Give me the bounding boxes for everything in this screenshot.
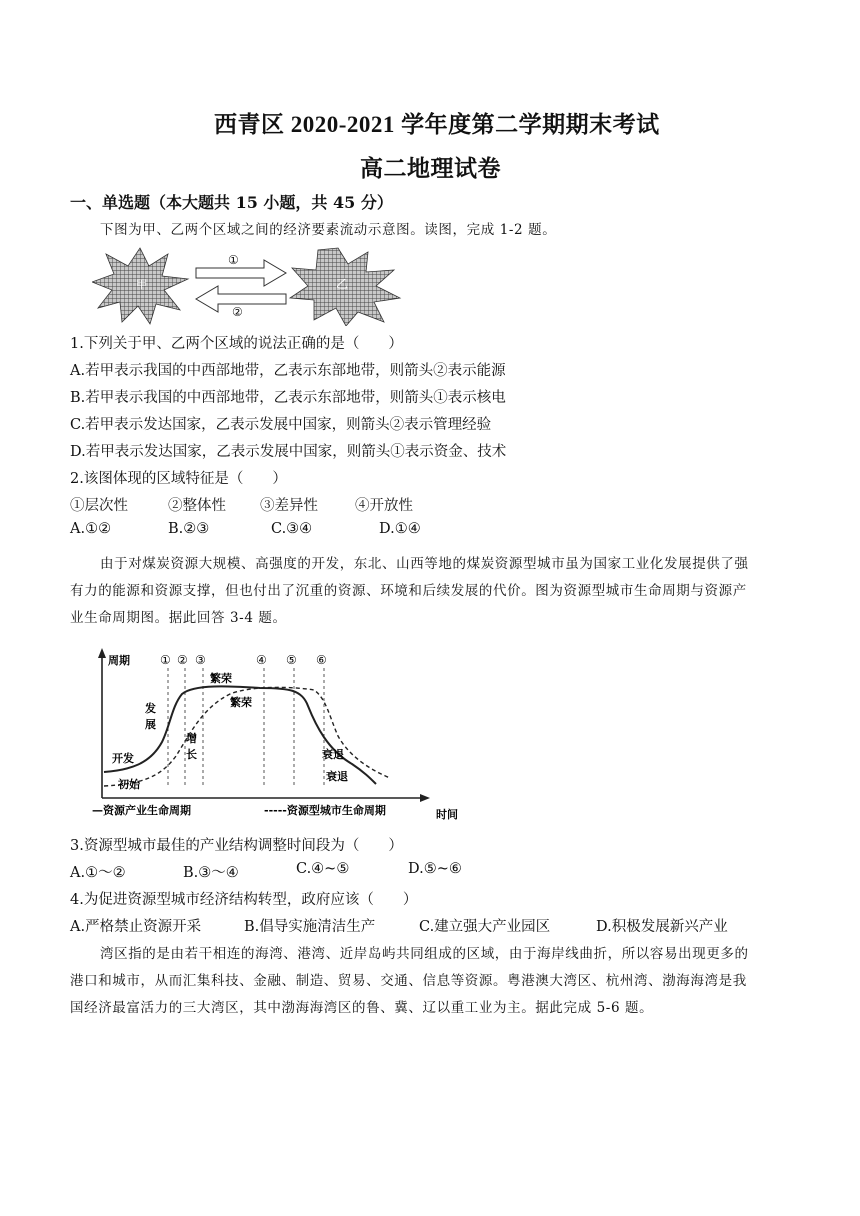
x-axis-arrow [420, 794, 430, 802]
marker-6: ⑥ [316, 653, 327, 667]
arrow-1 [196, 260, 286, 286]
stage-fanrong-2: 繁荣 [230, 696, 252, 709]
q3-option-c[interactable]: C.④~⑤ [296, 861, 350, 877]
x-axis-label: 时间 [436, 808, 458, 821]
stage-shuaitui-2: 衰退 [326, 770, 348, 783]
stage-zengzhang-1: 增 [186, 732, 197, 745]
q3-option-b[interactable]: B.③～④ [183, 865, 239, 881]
q2-option-a[interactable]: A.①② [70, 521, 112, 537]
stage-fanrong-1: 繁荣 [210, 672, 232, 685]
intro-paragraph-1: 下图为甲、乙两个区域之间的经济要素流动示意图。读图，完成 1-2 题。 [100, 222, 557, 238]
q4-option-b[interactable]: B.倡导实施清洁生产 [244, 919, 376, 935]
flow-diagram [92, 246, 410, 326]
region-jia-label: 甲 [136, 278, 147, 291]
intro-paragraph-3-line-2: 港口和城市，从而汇集科技、金融、制造、贸易、交通、信息等资源。粤港澳大湾区、杭州湾、渤海海湾是我 [70, 973, 747, 989]
q2-item-2: ②整体性 [168, 498, 226, 514]
marker-2: ② [177, 653, 188, 667]
q2-option-d[interactable]: D.①④ [379, 521, 421, 537]
q2-item-3: ③差异性 [260, 498, 318, 514]
intro-paragraph-2-line-2: 有力的能源和资源支撑，但也付出了沉重的资源、环境和后续发展的代价。图为资源型城市生命周期与资源产 [70, 583, 747, 599]
q1-option-b[interactable]: B.若甲表示我国的中西部地带，乙表示东部地带，则箭头①表示核电 [70, 390, 506, 406]
y-axis-label-1: 周期 [108, 654, 130, 667]
q1-option-a[interactable]: A.若甲表示我国的中西部地带，乙表示东部地带，则箭头②表示能源 [70, 363, 506, 379]
q2-option-b[interactable]: B.②③ [168, 521, 210, 537]
q2-stem: 2.该图体现的区域特征是（ ） [70, 471, 287, 487]
stage-chushi: 初始 [118, 778, 140, 791]
stage-zengzhang-2: 长 [186, 748, 197, 761]
q4-option-d[interactable]: D.积极发展新兴产业 [596, 919, 728, 935]
q3-option-a[interactable]: A.①～② [70, 865, 126, 881]
section-heading: 一、单选题（本大题共 15 小题，共 45 分） [70, 193, 393, 212]
legend-solid: —资源产业生命周期 [92, 804, 191, 817]
region-yi-label: 乙 [336, 277, 349, 291]
q4-stem: 4.为促进资源型城市经济结构转型，政府应该（ ） [70, 892, 418, 908]
stage-fazhan-1: 发 [145, 702, 156, 715]
intro-paragraph-3-line-1: 湾区指的是由若干相连的海湾、港湾、近岸岛屿共同组成的区域，由于海岸线曲折，所以容易出现更多的 [100, 946, 749, 962]
marker-4: ④ [256, 653, 267, 667]
arrow-2-label: ② [232, 305, 243, 319]
stage-fazhan-2: 展 [145, 718, 156, 731]
intro-paragraph-3-line-3: 国经济最富活力的三大湾区，其中渤海海湾区的鲁、冀、辽以重工业为主。据此完成 5-6 题。 [70, 1000, 654, 1016]
q3-stem: 3.资源型城市最佳的产业结构调整时间段为（ ） [70, 838, 403, 854]
exam-subtitle: 高二地理试卷 [360, 156, 501, 181]
q2-item-1: ①层次性 [70, 498, 128, 514]
intro-paragraph-2-line-3: 业生命周期图。据此回答 3-4 题。 [70, 610, 287, 626]
q1-option-d[interactable]: D.若甲表示发达国家，乙表示发展中国家，则箭头①表示资金、技术 [70, 444, 507, 460]
marker-3: ③ [195, 653, 206, 667]
arrow-1-label: ① [228, 253, 239, 267]
q2-item-4: ④开放性 [355, 498, 413, 514]
q4-option-c[interactable]: C.建立强大产业园区 [419, 919, 551, 935]
marker-1: ① [160, 653, 171, 667]
marker-5: ⑤ [286, 653, 297, 667]
q3-option-d[interactable]: D.⑤~⑥ [408, 861, 462, 877]
exam-title: 西青区 2020-2021 学年度第二学期期末考试 [214, 112, 660, 137]
life-cycle-diagram [90, 646, 470, 822]
stage-kaifa: 开发 [112, 752, 134, 765]
q2-option-c[interactable]: C.③④ [271, 521, 313, 537]
q4-option-a[interactable]: A.严格禁止资源开采 [70, 919, 202, 935]
stage-shuaitui-1: 衰退 [322, 748, 344, 761]
q1-stem: 1.下列关于甲、乙两个区域的说法正确的是（ ） [70, 336, 403, 352]
intro-paragraph-2-line-1: 由于对煤炭资源大规模、高强度的开发，东北、山西等地的煤炭资源型城市虽为国家工业化发展提供了强 [100, 556, 749, 572]
q1-option-c[interactable]: C.若甲表示发达国家，乙表示发展中国家，则箭头②表示管理经验 [70, 417, 492, 433]
y-axis-arrow [98, 648, 106, 658]
legend-dashed: -----资源型城市生命周期 [264, 804, 386, 817]
